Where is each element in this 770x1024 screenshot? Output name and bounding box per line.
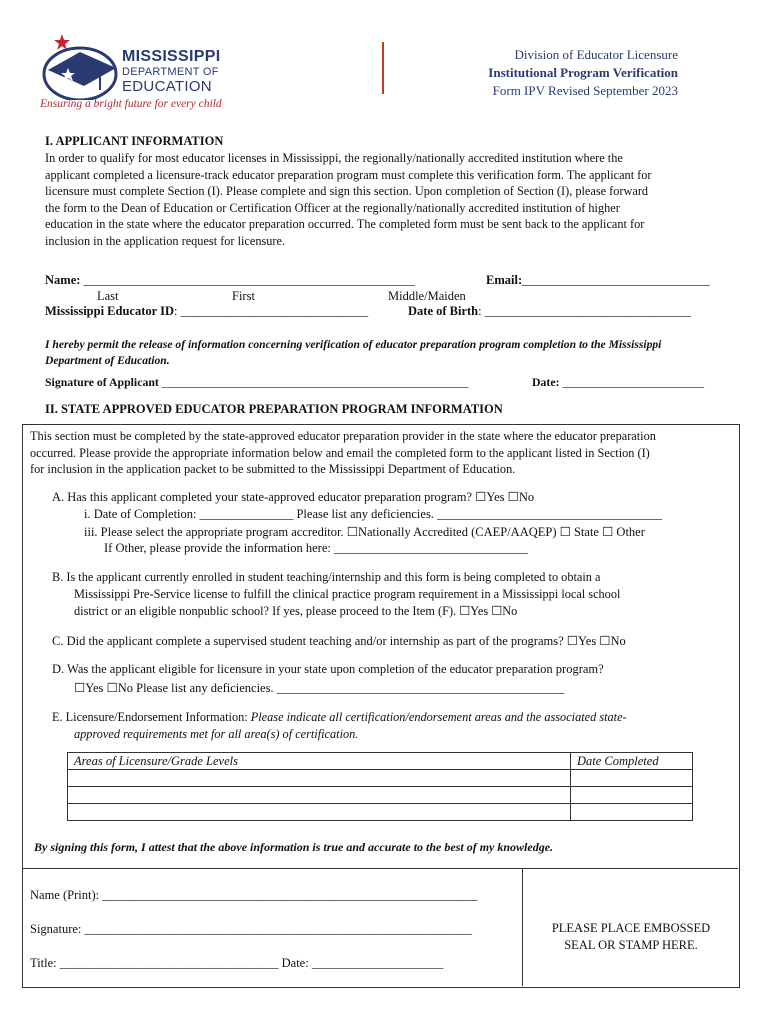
graduation-cap-icon	[40, 30, 120, 100]
name-sub-last: Last	[97, 289, 119, 303]
email-field[interactable]: ______________________________	[522, 273, 710, 287]
question-c[interactable]: C. Did the applicant complete a supervised student teaching and/or internship as part of the programs? ☐Yes ☐No	[52, 634, 626, 648]
name-field[interactable]: _____________________________________________________	[83, 273, 415, 287]
email-field-row[interactable]	[486, 273, 710, 288]
question-b[interactable]: B. Is the applicant currently enrolled in student teaching/internship and this form is being completed to obtain a Mississippi Pre-Service license to fulfill the clinical practice program requirement in a Mississippi local school district or an eligible nonpublic school? If yes, please proceed to the Item (F). ☐Yes ☐No	[52, 570, 621, 618]
official-title-date-field[interactable]: Title: ___________________________________ Date: _____________________	[30, 956, 444, 970]
question-d[interactable]: D. Was the applicant eligible for licensure in your state upon completion of the educator preparation program?	[52, 662, 604, 676]
licensure-table	[67, 752, 693, 821]
section2-instructions: This section must be completed by the state-approved educator preparation provider in the state where the educator preparation occurred. Please provide the appropriate information below and email the completed form to the applicant listed in Section (I) for inclusion in the application packet to be submitted to the Mississippi Department of Education.	[30, 429, 656, 477]
logo-text-line3: EDUCATION	[122, 78, 212, 95]
question-a-date-completion[interactable]: i. Date of Completion: _______________ Please list any deficiencies. ____________________________________	[84, 507, 663, 521]
division-name: Division of Educator Licensure	[514, 47, 678, 62]
form-revision: Form IPV Revised September 2023	[492, 83, 678, 98]
question-a-other[interactable]: If Other, please provide the information here: _______________________________	[104, 541, 528, 555]
applicant-signature-label: Signature of Applicant	[45, 375, 159, 389]
educator-id-row[interactable]	[45, 304, 368, 319]
educator-id-field[interactable]: : ______________________________	[173, 304, 369, 318]
applicant-date-row[interactable]	[532, 375, 704, 390]
seal-area: PLEASE PLACE EMBOSSED SEAL OR STAMP HERE.	[551, 921, 711, 952]
logo-text-line2: DEPARTMENT OF	[122, 66, 219, 78]
section1-heading: I. APPLICANT INFORMATION	[45, 134, 224, 148]
official-name-field[interactable]: Name (Print): ____________________________________________________________	[30, 888, 478, 902]
signature-box-top	[22, 868, 738, 869]
applicant-date-label: Date:	[532, 375, 560, 389]
applicant-signature-row[interactable]	[45, 375, 469, 390]
name-label: Name:	[45, 273, 81, 287]
name-field-row[interactable]	[45, 273, 415, 288]
question-e: E. Licensure/Endorsement Information: Please indicate all certification/endorsement areas and the associated state- approved requirements met for all area(s) of certification.	[52, 710, 627, 741]
name-sub-middle: Middle/Maiden	[388, 289, 466, 303]
educator-id-label: Mississippi Educator ID	[45, 304, 174, 318]
release-permission: I hereby permit the release of information concerning verification of educator preparation program completion to the Mississippi Department of Education.	[45, 338, 662, 367]
col-header-date: Date Completed	[571, 753, 693, 770]
header-divider	[382, 42, 384, 94]
logo-tagline: Ensuring a bright future for every child	[40, 98, 222, 110]
applicant-date-field[interactable]: ________________________	[562, 375, 705, 389]
table-row[interactable]	[68, 804, 693, 821]
official-signature-field[interactable]: Signature: ______________________________________________________________	[30, 922, 473, 936]
signature-box-divider	[522, 868, 523, 986]
email-label: Email:	[486, 273, 523, 287]
question-a-accreditor[interactable]: iii. Please select the appropriate program accreditor. ☐Nationally Accredited (CAEP/AAQEP) ☐ State ☐ Other	[84, 525, 645, 539]
attestation: By signing this form, I attest that the above information is true and accurate to the best of my knowledge.	[34, 840, 554, 854]
dob-label: Date of Birth	[408, 304, 479, 318]
dob-row[interactable]	[408, 304, 691, 319]
col-header-areas: Areas of Licensure/Grade Levels	[68, 753, 571, 770]
question-a[interactable]: A. Has this applicant completed your state-approved educator preparation program? ☐Yes ☐No	[52, 490, 535, 504]
section2-heading: II. STATE APPROVED EDUCATOR PREPARATION PROGRAM INFORMATION	[45, 402, 503, 416]
table-row[interactable]	[68, 787, 693, 804]
question-d-deficiencies[interactable]: ☐Yes ☐No Please list any deficiencies. ______________________________________________	[74, 681, 565, 695]
table-row[interactable]	[68, 770, 693, 787]
dob-field[interactable]: : _________________________________	[478, 304, 691, 318]
applicant-signature-field[interactable]: ____________________________________________________	[161, 375, 469, 389]
form-title: Institutional Program Verification	[488, 65, 678, 80]
name-sub-first: First	[232, 289, 255, 303]
section1-instructions: In order to qualify for most educator licenses in Mississippi, the regionally/nationally accredited institution where the applicant completed a licensure-track educator preparation program must complete this verification form. The applicant for licensure must complete Section (I). Please complete and sign this section. Upon completion of Section (I), please forward the form to the Dean of Education or Certification Officer at the regionally/nationally accredited institution of higher education in the state where the educator preparation occurred. The completed form must be sent back to the applicant for inclusion in the application request for licensure.	[45, 151, 652, 248]
logo-text-line1: MISSISSIPPI	[122, 48, 221, 65]
